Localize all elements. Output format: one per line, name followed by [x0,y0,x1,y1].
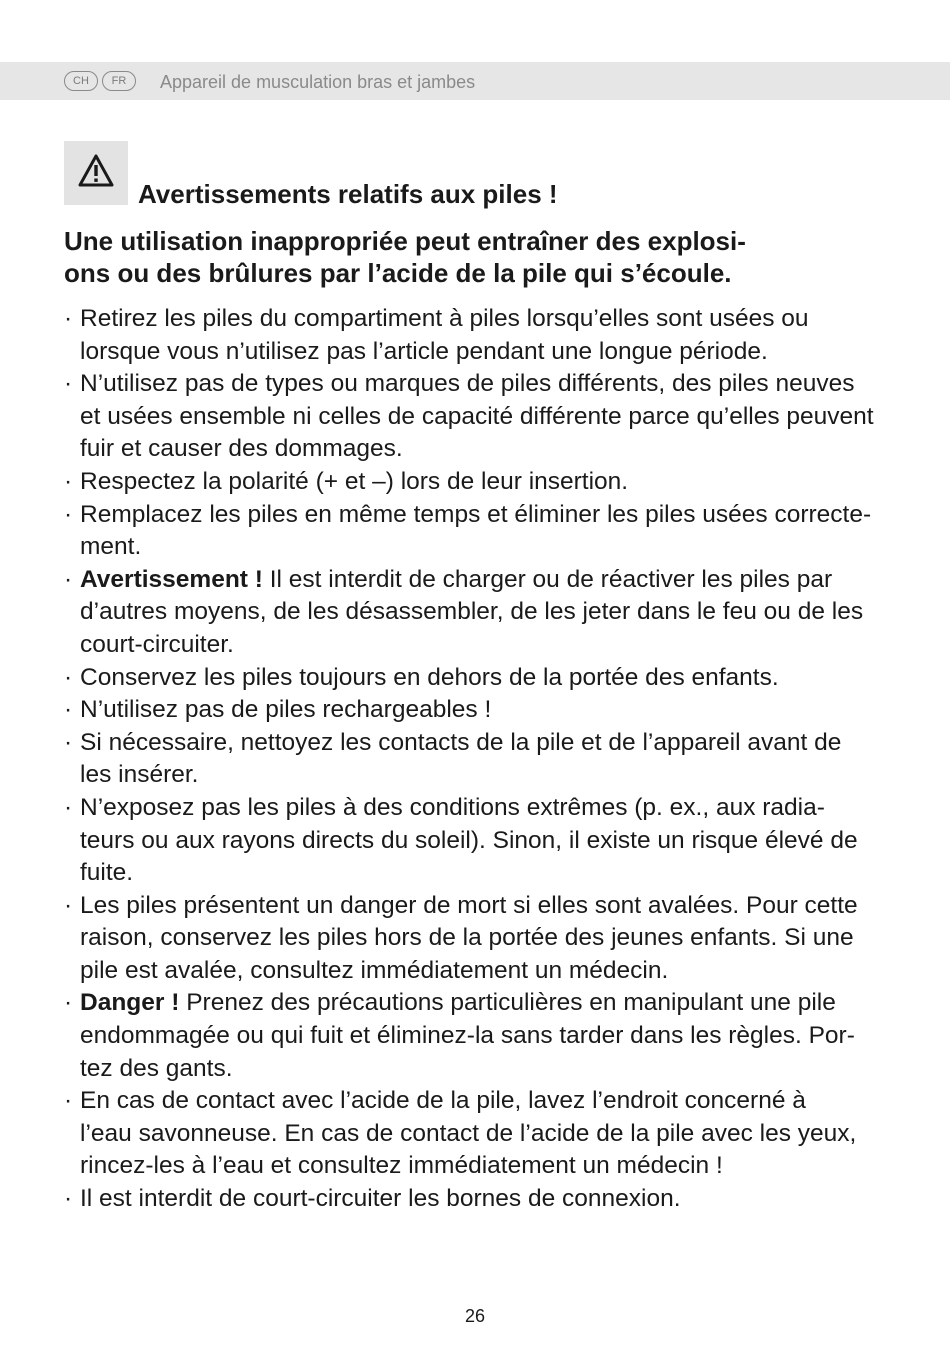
list-item [64,303,914,368]
list-item [64,694,914,727]
list-item-line: les insérer. [80,761,199,789]
list-item [64,499,914,564]
list-item-line: N’exposez pas les piles à des conditions extrêmes (p. ex., aux radia- [80,793,825,821]
list-item-line: et usées ensemble ni celles de capacité différente parce qu’elles peuvent [80,402,874,430]
list-item-lead: Danger ! [80,989,180,1017]
safety-list [64,303,914,1216]
list-item-line: d’autres moyens, de les désassembler, de les jeter dans le feu ou de les [80,598,864,626]
list-item-line: fuir et causer des dommages. [80,435,403,463]
bullet-mark: · [64,565,73,593]
bullet-mark: · [64,663,73,691]
bullet-mark: · [64,370,73,398]
list-item [64,466,914,499]
list-item-line: Si nécessaire, nettoyez les contacts de la pile et de l’appareil avant de [80,728,842,756]
bullet-mark: · [64,728,73,756]
page-number: 26 [464,1306,486,1326]
header-title: Appareil de musculation bras et jambes [160,72,476,92]
list-item-line: endommagée ou qui fuit et éliminez-la sans tarder dans les règles. Por- [80,1022,855,1050]
list-item-line: Respectez la polarité (+ et –) lors de leur insertion. [80,467,629,495]
list-item-line [80,564,914,597]
list-item-line: raison, conservez les piles hors de la portée des jeunes enfants. Si une [80,924,854,952]
list-item-line: lorsque vous n’utilisez pas l’article pendant une longue période. [80,337,768,365]
list-item-line: l’eau savonneuse. En cas de contact de l’acide de la pile avec les yeux, [80,1119,857,1147]
list-item [64,368,914,466]
bullet-mark: · [64,305,73,332]
list-item-line: teurs ou aux rayons directs du soleil). Sinon, il existe un risque élevé de [80,826,858,854]
list-item-line: Retirez les piles du compartiment à piles lorsqu’elles sont usées ou [80,305,809,332]
country-badge-ch: CH [64,71,98,91]
list-item [64,727,914,792]
list-item-line: ment. [80,533,142,561]
bullet-mark: · [64,467,73,495]
list-item-line: tez des gants. [80,1054,233,1082]
bullet-mark: · [64,793,73,821]
list-item-line: Les piles présentent un danger de mort si elles sont avalées. Pour cette [80,891,858,919]
list-item-line: fuite. [80,859,134,887]
bullet-mark: · [64,1185,73,1213]
list-item-line: Conservez les piles toujours en dehors de la portée des enfants. [80,663,779,691]
list-item-line: pile est avalée, consultez immédiatement un médecin. [80,956,669,984]
list-item-line: court-circuiter. [80,630,234,658]
list-item [64,1085,914,1183]
bullet-mark: · [64,989,73,1017]
bullet-mark: · [64,500,73,528]
list-item [64,564,914,662]
list-item-line: Remplacez les piles en même temps et éliminer les piles usées correcte- [80,500,872,528]
list-item [64,987,914,1085]
list-item [64,792,914,890]
section-heading: Avertissements relatifs aux piles ! [138,179,558,209]
country-badge-fr: FR [102,71,136,91]
warning-triangle-icon [78,153,114,189]
bullet-mark: · [64,696,73,724]
bullet-mark: · [64,1087,73,1115]
list-item-line: En cas de contact avec l’acide de la pile, lavez l’endroit concerné à [80,1087,806,1115]
list-item [64,890,914,988]
list-item-text: Prenez des précautions particulières en manipulant une pile [179,989,836,1017]
list-item [64,662,914,695]
lead-warning [64,225,894,289]
list-item-line: N’utilisez pas de piles rechargeables ! [80,696,492,724]
list-item [64,1183,914,1216]
lead-line: Une utilisation inappropriée peut entraîner des explosi- [64,226,746,256]
bullet-mark: · [64,891,73,919]
list-item-line [80,987,914,1020]
list-item-lead: Avertissement ! [80,565,263,593]
warning-box [64,141,128,205]
list-item-line: N’utilisez pas de types ou marques de piles différents, des piles neuves [80,370,855,398]
lead-line: ons ou des brûlures par l’acide de la pile qui s’écoule. [64,258,732,288]
list-item-text: Il est interdit de charger ou de réactiver les piles par [262,565,833,593]
list-item-line: Il est interdit de court-circuiter les bornes de connexion. [80,1185,681,1213]
list-item-line: rincez-les à l’eau et consultez immédiatement un médecin ! [80,1152,723,1180]
